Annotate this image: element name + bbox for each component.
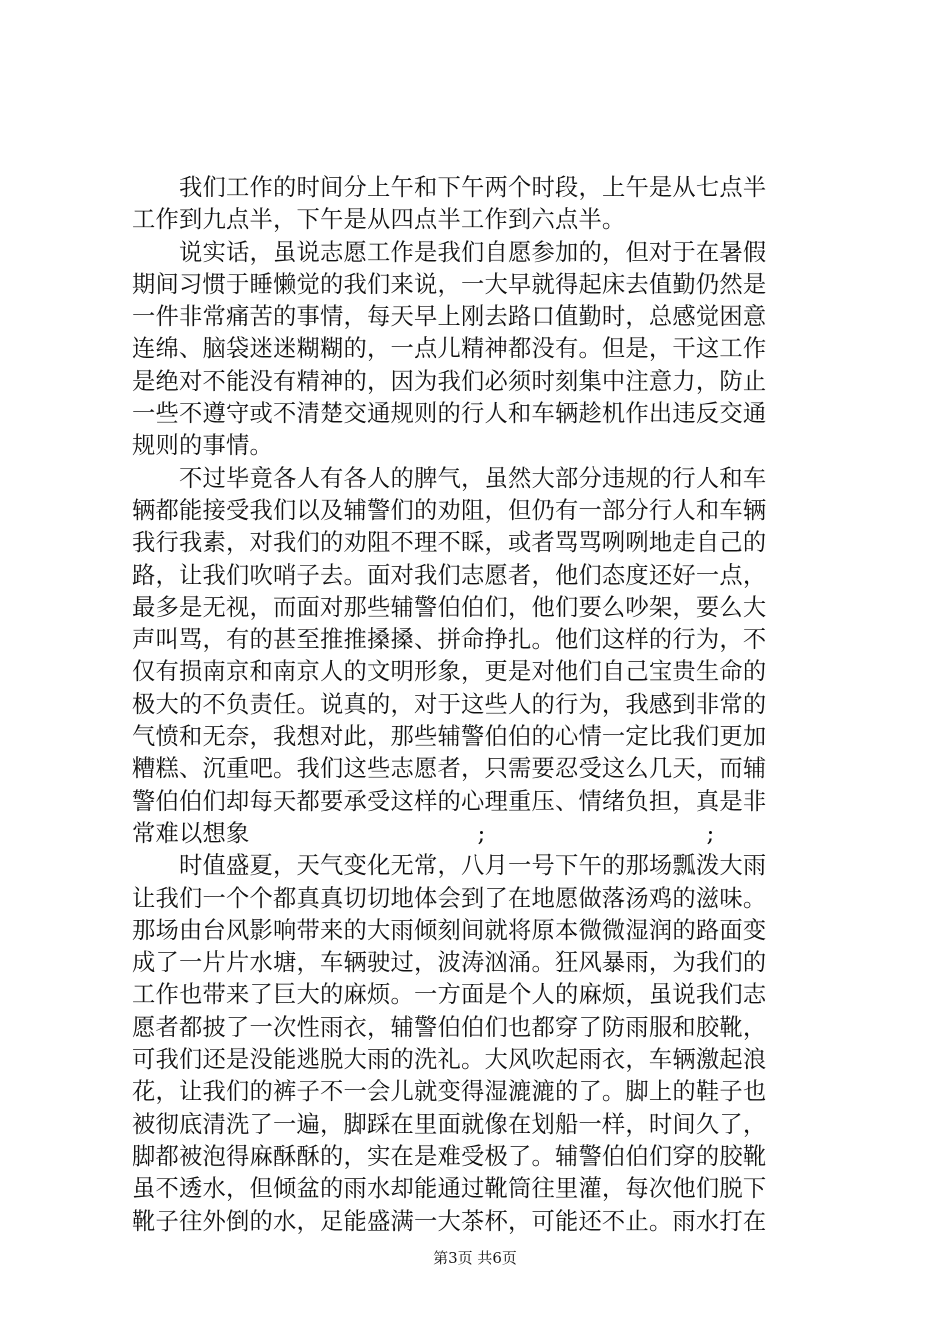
semicolon-mark: ; [706, 819, 715, 847]
text-line: 脚都被泡得麻酥酥的，实在是难受极了。辅警伯伯们穿的胶靴 [132, 1142, 767, 1170]
text-line: 极大的不负责任。说真的，对于这些人的行为，我感到非常的 [132, 690, 767, 718]
text-line: 一件非常痛苦的事情，每天早上刚去路口值勤时，总感觉困意 [132, 303, 767, 331]
text-line: 连绵、脑袋迷迷糊糊的，一点儿精神都没有。但是，干这工作 [132, 335, 767, 363]
text-line: 期间习惯于睡懒觉的我们来说，一大早就得起床去值勤仍然是 [132, 270, 767, 298]
text-line: 工作也带来了巨大的麻烦。一方面是个人的麻烦，虽说我们志 [132, 981, 767, 1009]
semicolon-mark: ; [477, 819, 486, 847]
text-line: 糟糕、沉重吧。我们这些志愿者，只需要忍受这么几天，而辅 [132, 755, 767, 783]
text-line: 不过毕竟各人有各人的脾气，虽然大部分违规的行人和车 [179, 464, 767, 492]
text-line: 时值盛夏，天气变化无常，八月一号下午的那场瓢泼大雨 [179, 852, 767, 880]
text-line: 虽不透水，但倾盆的雨水却能通过靴筒往里灌，每次他们脱下 [132, 1175, 767, 1203]
text-line: 我行我素，对我们的劝阻不理不睬，或者骂骂咧咧地走自己的 [132, 529, 767, 557]
text-line: 可我们还是没能逃脱大雨的洗礼。大风吹起雨衣，车辆激起浪 [132, 1046, 767, 1074]
text-line: 那场由台风影响带来的大雨倾刻间就将原本微微湿润的路面变 [132, 916, 767, 944]
text-line: 气愤和无奈，我想对此，那些辅警伯伯的心情一定比我们更加 [132, 723, 767, 751]
text-fragment: 常难以想象 [132, 819, 250, 847]
text-line: 靴子往外倒的水，足能盛满一大茶杯，可能还不止。雨水打在 [132, 1207, 767, 1235]
text-line: 声叫骂，有的甚至推推搡搡、拼命挣扎。他们这样的行为，不 [132, 626, 767, 654]
text-line: 仅有损南京和南京人的文明形象，更是对他们自己宝贵生命的 [132, 658, 767, 686]
text-line: 警伯伯们却每天都要承受这样的心理重压、情绪负担，真是非 [132, 787, 767, 815]
page-footer [0, 1248, 950, 1268]
text-line: 工作到九点半，下午是从四点半工作到六点半。 [132, 206, 626, 234]
text-line: 最多是无视，而面对那些辅警伯伯们，他们要么吵架，要么大 [132, 593, 767, 621]
text-line-last [132, 818, 832, 850]
page-number-label: 第3页 共6页 [433, 1249, 517, 1267]
text-line: 路，让我们吹哨子去。面对我们志愿者，他们态度还好一点， [132, 561, 767, 589]
text-line: 说实话，虽说志愿工作是我们自愿参加的，但对于在暑假 [179, 238, 767, 266]
body-text [132, 172, 832, 1238]
text-line: 我们工作的时间分上午和下午两个时段，上午是从七点半 [179, 174, 767, 201]
text-line: 被彻底清洗了一遍，脚踩在里面就像在划船一样，时间久了， [132, 1110, 767, 1138]
text-line: 愿者都披了一次性雨衣，辅警伯伯们也都穿了防雨服和胶靴， [132, 1013, 767, 1041]
text-line: 让我们一个个都真真切切地体会到了在地愿做落汤鸡的滋味。 [132, 884, 767, 912]
text-line: 是绝对不能没有精神的，因为我们必须时刻集中注意力，防止 [132, 367, 767, 395]
text-line: 规则的事情。 [132, 432, 273, 460]
text-line: 花，让我们的裤子不一会儿就变得湿漉漉的了。脚上的鞋子也 [132, 1078, 767, 1106]
text-line: 成了一片片水塘，车辆驶过，波涛汹涌。狂风暴雨，为我们的 [132, 949, 767, 977]
text-line: 辆都能接受我们以及辅警们的劝阻，但仍有一部分行人和车辆 [132, 496, 767, 524]
text-line: 一些不遵守或不清楚交通规则的行人和车辆趁机作出违反交通 [132, 400, 767, 428]
